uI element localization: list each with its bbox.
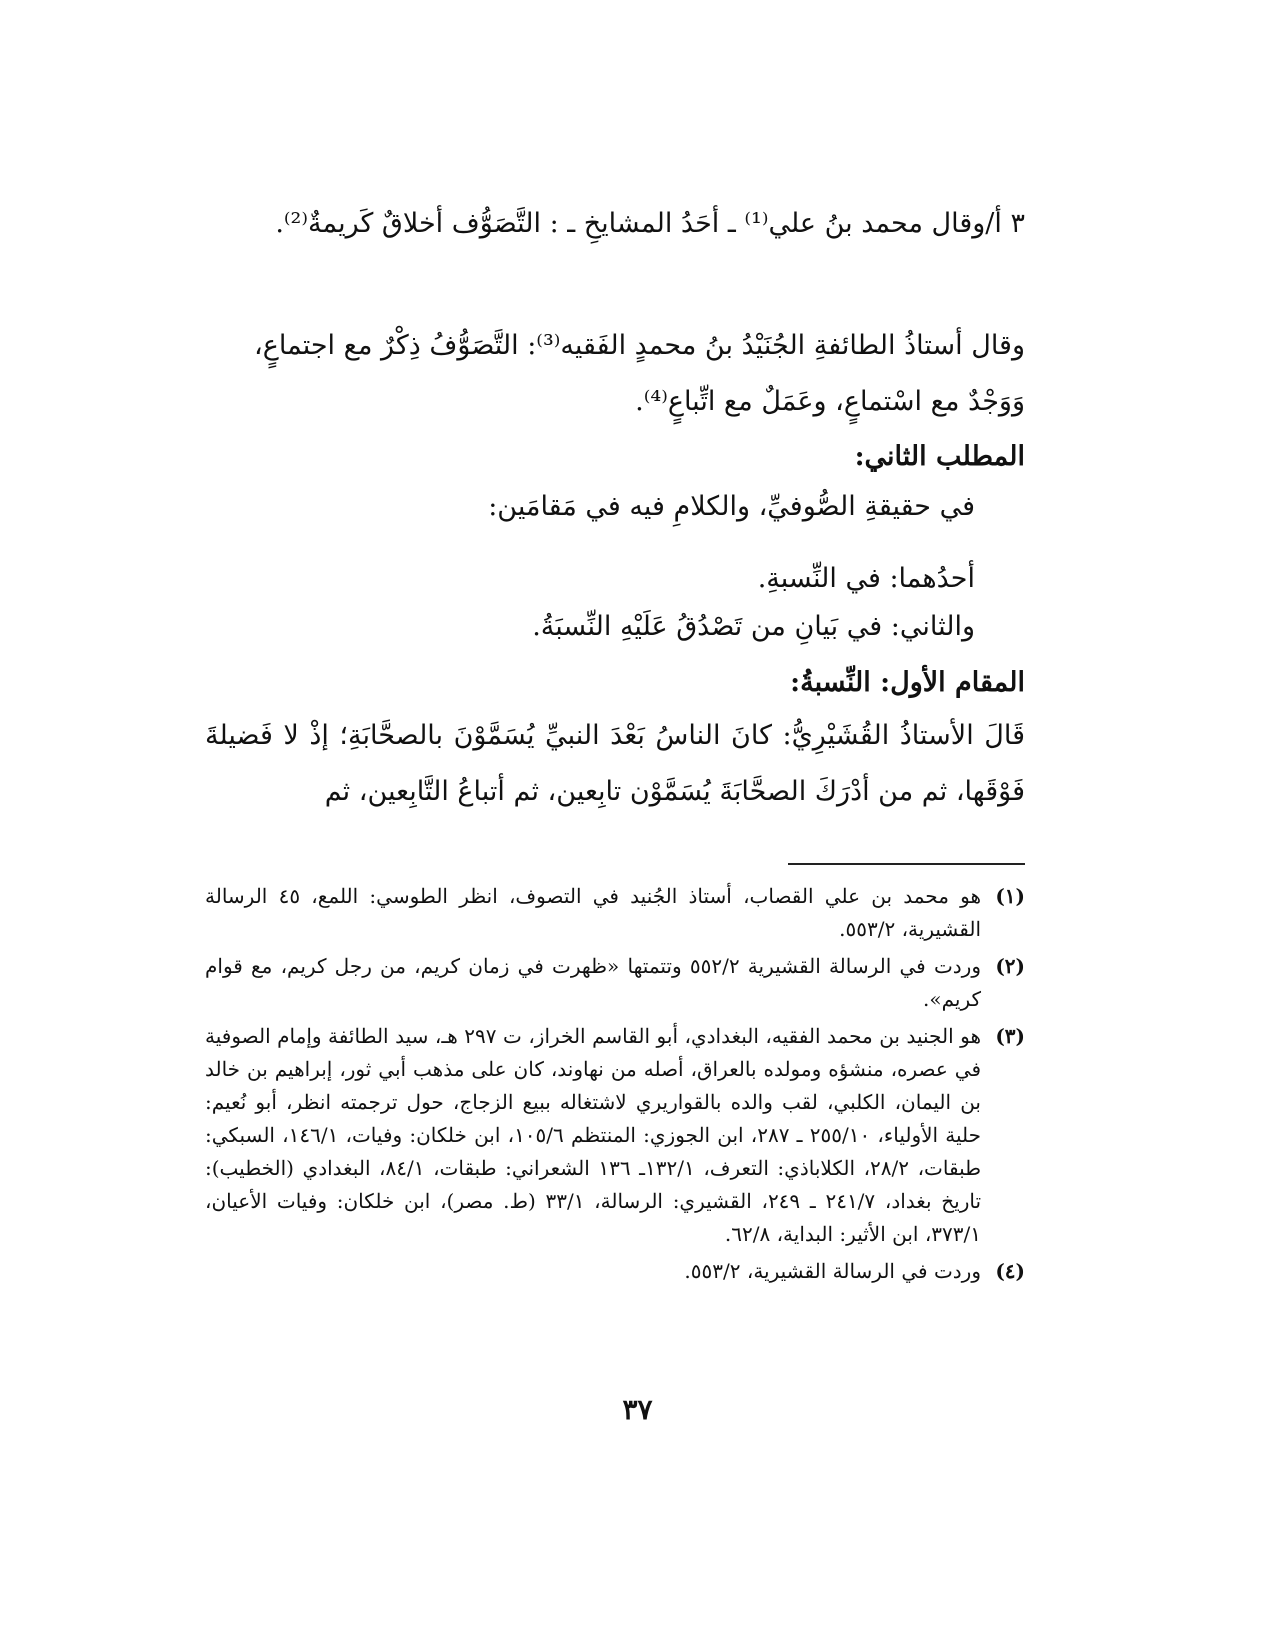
section-heading-second-matlab: المطلب الثاني: (854, 441, 1025, 472)
footnote-number: (١) (995, 884, 1025, 908)
footnote-1 (205, 880, 1025, 946)
list-item-first: أحدُهما: في النِّسبةِ. (757, 563, 975, 594)
footnote-4 (205, 1255, 1025, 1288)
section-heading-first-maqam: المقام الأول: النِّسبةُ: (790, 667, 1025, 698)
footnotes (205, 880, 1025, 1292)
paragraph-definition-2: وقال أستاذُ الطائفةِ الجُنَيْدُ بنُ محمدٍ الفَقيه⁽³⁾: التَّصَوُّفُ ذِكْرٌ مع اجتماعٍ، وَوَجْدٌ مع اسْتماعٍ، وعَمَلٌ مع اتِّباعٍ⁽⁴⁾. (254, 330, 1025, 417)
footnote-separator (788, 863, 1025, 865)
paragraph-qushayri-quote: قَالَ الأستاذُ القُشَيْرِيُّ: كانَ الناسُ بَعْدَ النبيِّ يُسَمَّوْنَ بالصحَّابَةِ؛ إذْ لا فَضيلةَ فَوْقَها، ثم من أدْرَكَ الصحَّابَةَ يُسَمَّوْن تابِعين، ثم أتباعُ التَّابِعين، ثم (205, 720, 1025, 807)
paragraph-definition-1: ٣ أ/وقال محمد بنُ علي⁽¹⁾ ـ أحَدُ المشايخِ ـ : التَّصَوُّف أخلاقٌ كَريمةٌ⁽²⁾. (275, 208, 1025, 239)
section-intro-line: في حقيقةِ الصُّوفيِّ، والكلامِ فيه في مَقامَين: (488, 491, 975, 522)
footnote-text: هو الجنيد بن محمد الفقيه، البغدادي، أبو القاسم الخراز، ت ٢٩٧ هـ، سيد الطائفة وإمام الصوفية في عصره، منشؤه ومولده بالعراق، أصله من نهاوند، كان على مذهب أبي ثور، إبراهيم بن خالد بن اليمان، الكلبي، لقب والده بالقواريري لاشتغاله ببيع الزجاج، حول ترجمته انظر، أبو نُعيم: حلية الأولياء، ٢٥٥/١٠ ـ ٢٨٧، ابن الجوزي: المنتظم ١٠٥/٦، ابن خلكان: وفيات، ١٤٦/١، السبكي: طبقات، ٢٨/٢، الكلاباذي: التعرف، ١٣٢/١ـ ١٣٦ الشعراني: طبقات، ٨٤/١، البغدادي (الخطيب): تاريخ بغداد، ٢٤١/٧ ـ ٢٤٩، القشيري: الرسالة، ٣٣/١ (ط. مصر)، ابن خلكان: وفيات الأعيان، ٣٧٣/١، ابن الأثير: البداية، ٦٢/٨. (205, 1024, 982, 1246)
page-number: ٣٧ (622, 1393, 653, 1426)
footnote-text: وردت في الرسالة القشيرية ٥٥٢/٢ وتتمتها «ظهرت في زمان كريم، من رجل كريم، مع قوام كريم». (205, 954, 981, 1011)
footnote-number: (٣) (995, 1024, 1025, 1048)
footnote-3 (205, 1020, 1025, 1251)
footnote-text: هو محمد بن علي القصاب، أستاذ الجُنيد في التصوف، انظر الطوسي: اللمع، ٤٥ الرسالة القشيرية، ٥٥٣/٢. (205, 884, 981, 941)
footnote-text: وردت في الرسالة القشيرية، ٥٥٣/٢. (684, 1259, 981, 1283)
list-item-second: والثاني: في بَيانِ من تَصْدُقُ عَلَيْهِ النِّسبَةُ. (532, 611, 975, 642)
footnote-number: (٢) (995, 954, 1025, 978)
footnote-2 (205, 950, 1025, 1016)
footnote-number: (٤) (995, 1259, 1025, 1283)
